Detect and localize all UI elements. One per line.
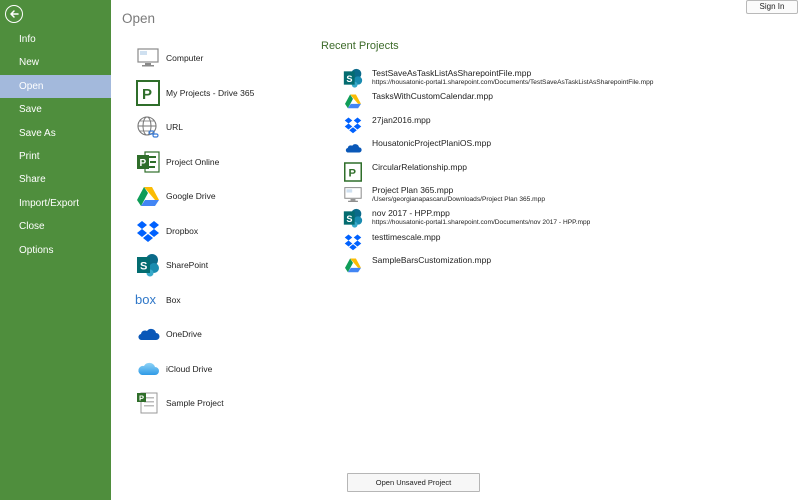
sidebar-item-info[interactable]: Info: [19, 34, 36, 45]
location-project-online[interactable]: [135, 144, 305, 179]
sidebar-item-import-export[interactable]: Import/Export: [19, 197, 80, 209]
project-icon: [343, 162, 363, 182]
recent-item-name: CircularRelationship.mpp: [372, 161, 467, 172]
location-label: Computer: [166, 53, 204, 63]
svg-text:P: P: [348, 167, 357, 180]
google-drive-icon: [343, 255, 363, 275]
sidebar-item-print[interactable]: Print: [19, 150, 40, 162]
recent-item-name: testtimescale.mpp: [372, 231, 441, 242]
svg-text:S: S: [346, 73, 353, 84]
sidebar-item-new[interactable]: New: [19, 57, 40, 69]
recent-item-name: nov 2017 - HPP.mpp: [372, 208, 450, 219]
svg-text:box: box: [135, 291, 156, 307]
back-arrow-icon[interactable]: [5, 5, 23, 23]
sharepoint-icon: [343, 208, 363, 228]
location-my-projects[interactable]: [135, 75, 305, 110]
icloud-icon: [135, 356, 161, 382]
location-label: SharePoint: [166, 260, 209, 270]
recent-item-path: https://housatonic-portal1.sharepoint.com/Documents/nov 2017 - HPP.mpp: [372, 219, 591, 227]
computer-icon: [343, 185, 363, 205]
recent-item-name: TestSaveAsTaskListAsSharepointFile.mpp: [372, 68, 532, 78]
sidebar: [0, 0, 111, 500]
recent-item-path: https://housatonic-portal1.sharepoint.com/Documents/TestSaveAsTaskListAsSharepointFile.mpp: [372, 79, 654, 86]
sidebar-nav: [0, 28, 111, 262]
svg-text:P: P: [139, 157, 147, 169]
globe-link-icon: [135, 114, 161, 140]
location-label: URL: [166, 122, 184, 132]
location-onedrive[interactable]: [135, 316, 305, 351]
recent-item[interactable]: [343, 160, 798, 183]
recent-item-name: Project Plan 365.mpp: [372, 184, 454, 195]
google-drive-icon: [343, 91, 363, 111]
recent-item-path: /Users/georgianapascaru/Downloads/Project Plan 365.mpp: [372, 195, 545, 203]
location-sample-project[interactable]: [135, 385, 305, 420]
sidebar-item-share[interactable]: Share: [19, 174, 46, 186]
sidebar-item-close[interactable]: Close: [19, 221, 45, 233]
svg-text:S: S: [140, 260, 148, 273]
location-label: Sample Project: [166, 398, 224, 408]
recent-item-name: SampleBarsCustomization.mpp: [372, 255, 492, 266]
dropbox-icon: [343, 115, 363, 135]
location-list: [135, 40, 305, 420]
recent-item[interactable]: [343, 253, 798, 276]
location-dropbox[interactable]: [135, 213, 305, 248]
recent-item[interactable]: [343, 136, 798, 159]
location-label: Dropbox: [166, 225, 199, 236]
recent-item[interactable]: [343, 183, 798, 206]
dropbox-icon: [135, 218, 161, 244]
svg-text:P: P: [142, 85, 153, 103]
page-title: Open: [122, 11, 156, 26]
recent-item-name: 27jan2016.mpp: [372, 114, 431, 125]
location-label: Google Drive: [166, 191, 216, 201]
location-label: iCloud Drive: [166, 363, 213, 374]
location-label: Box: [166, 294, 181, 305]
recent-item[interactable]: [343, 206, 798, 229]
location-label: My Projects - Drive 365: [166, 87, 255, 98]
sidebar-item-open[interactable]: Open: [0, 75, 111, 98]
location-label: Project Online: [166, 156, 220, 167]
svg-text:P: P: [139, 393, 145, 403]
recent-item[interactable]: [343, 230, 798, 253]
location-url[interactable]: [135, 109, 305, 144]
sharepoint-icon: [343, 68, 363, 88]
project-icon: [135, 80, 161, 106]
location-sharepoint[interactable]: [135, 247, 305, 282]
location-google-drive[interactable]: [135, 178, 305, 213]
sidebar-item-options[interactable]: Options: [19, 244, 54, 256]
project-online-icon: [135, 149, 161, 175]
recent-projects-list: [343, 66, 798, 277]
recent-item[interactable]: [343, 66, 798, 89]
recent-item[interactable]: [343, 89, 798, 112]
sidebar-item-save[interactable]: Save: [19, 104, 42, 116]
google-drive-icon: [135, 183, 161, 209]
computer-icon: [135, 45, 161, 71]
onedrive-icon: [343, 138, 363, 158]
recent-item-name: TasksWithCustomCalendar.mpp: [372, 91, 493, 102]
open-unsaved-project-button[interactable]: Open Unsaved Project: [347, 473, 480, 492]
dropbox-icon: [343, 232, 363, 252]
location-icloud[interactable]: [135, 351, 305, 386]
location-computer[interactable]: [135, 40, 305, 75]
svg-text:S: S: [346, 214, 353, 225]
box-icon: [135, 287, 161, 313]
location-label: OneDrive: [166, 329, 202, 339]
recent-projects-title: Recent Projects: [321, 40, 399, 52]
sample-project-icon: [135, 390, 161, 416]
location-box[interactable]: [135, 282, 305, 317]
sign-in-button[interactable]: Sign In: [746, 0, 798, 14]
onedrive-icon: [135, 321, 161, 347]
recent-item[interactable]: [343, 113, 798, 136]
sidebar-item-save-as[interactable]: Save As: [19, 127, 56, 139]
sharepoint-icon: [135, 252, 161, 278]
recent-item-name: HousatonicProjectPlaniOS.mpp: [372, 138, 492, 149]
